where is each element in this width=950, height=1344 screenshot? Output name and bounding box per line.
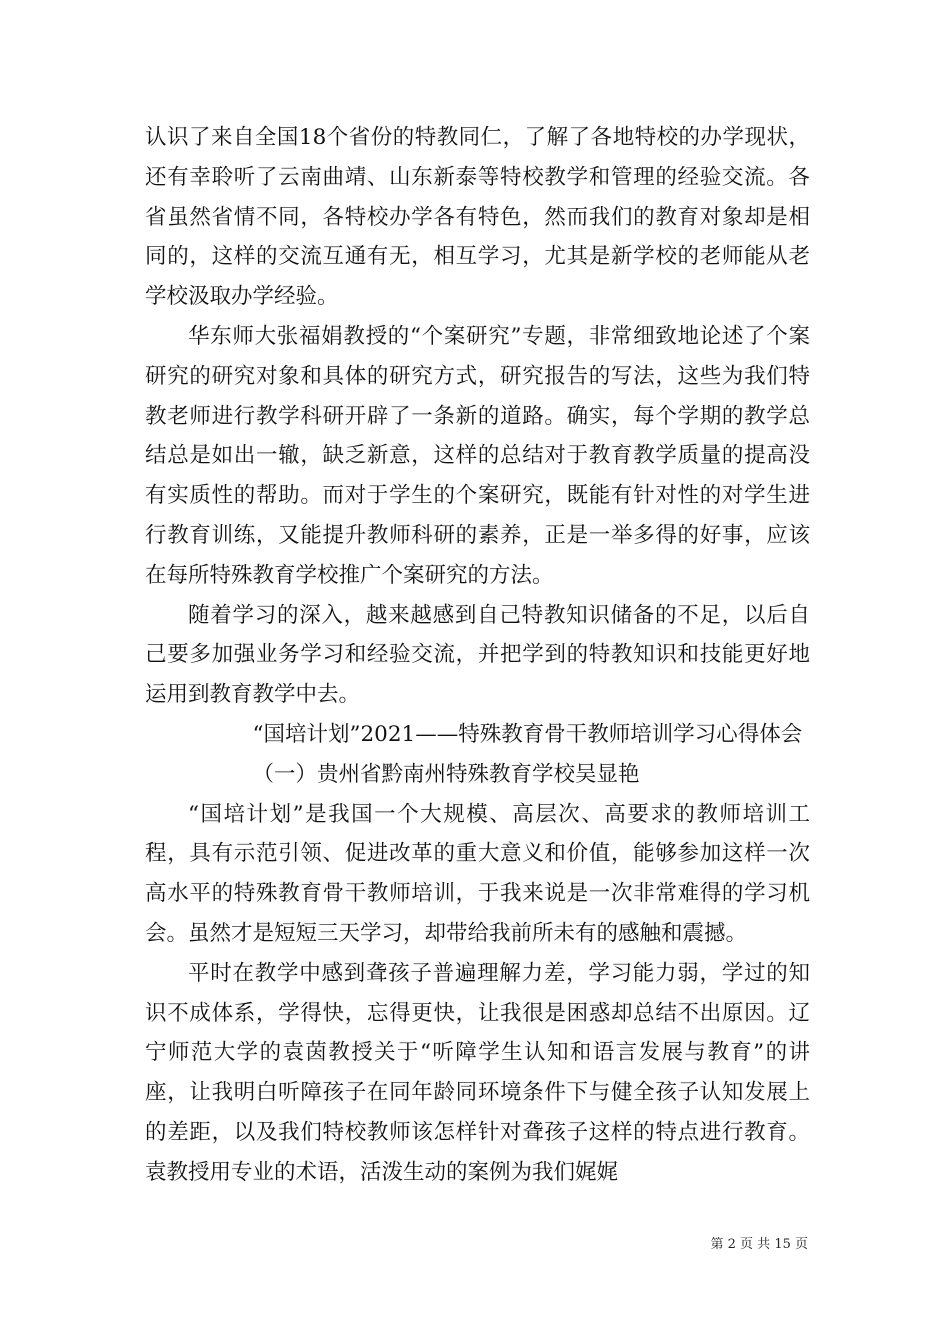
- section-heading: “国培计划”2021——特殊教育骨干教师培训学习心得体会: [252, 721, 803, 747]
- document-body: [145, 118, 810, 1193]
- paragraph-national-training: “国培计划”是我国一个大规模、高层次、高要求的教师培训工程，具有示范引领、促进改革的重大意义和价值，能够参加这样一次高水平的特殊教育骨干教师培训，于我来说是一次非常难得的学习机会。虽然才是短短三天学习，却带给我前所未有的感触和震撼。: [145, 801, 810, 946]
- page-number: 第 2 页 共 15 页: [710, 1237, 808, 1252]
- paragraph-deepening: 随着学习的深入，越来越感到自己特教知识储备的不足，以后自己要多加强业务学习和经验交流，并把学到的特教知识和技能更好地运用到教育教学中去。: [145, 602, 810, 708]
- paragraph-hearing-impaired: 平时在教学中感到聋孩子普遍理解力差，学习能力弱，学过的知识不成体系，学得快，忘得更快，让我很是困惑却总结不出原因。辽宁师范大学的袁茵教授关于“听障学生认知和语言发展与教育”的讲座，让我明白听障孩子在同年龄同环境条件下与健全孩子认知发展上的差距，以及我们特校教师该怎样针对聋孩子这样的特点进行教育。袁教授用专业的术语，活泼生动的案例为我们娓娓: [145, 960, 810, 1185]
- paragraph-exchange: 认识了来自全国18个省份的特教同仁，了解了各地特校的办学现状，还有幸聆听了云南曲靖、山东新泰等特校教学和管理的经验交流。各省虽然省情不同，各特校办学各有特色，然而我们的教育对象却是相同的，这样的交流互通有无，相互学习，尤其是新学校的老师能从老学校汲取办学经验。: [145, 125, 810, 310]
- author-line: （一）贵州省黔南州特殊教育学校吴显艳: [252, 761, 640, 787]
- paragraph-case-study: 华东师大张福娟教授的“个案研究”专题，非常细致地论述了个案研究的研究对象和具体的研究方式，研究报告的写法，这些为我们特教老师进行教学科研开辟了一条新的道路。确实，每个学期的教学总结总是如出一辙，缺乏新意，这样的总结对于教育教学质量的提高没有实质性的帮助。而对于学生的个案研究，既能有针对性的对学生进行教育训练，又能提升教师科研的素养，正是一举多得的好事，应该在每所特殊教育学校推广个案研究的方法。: [145, 323, 810, 588]
